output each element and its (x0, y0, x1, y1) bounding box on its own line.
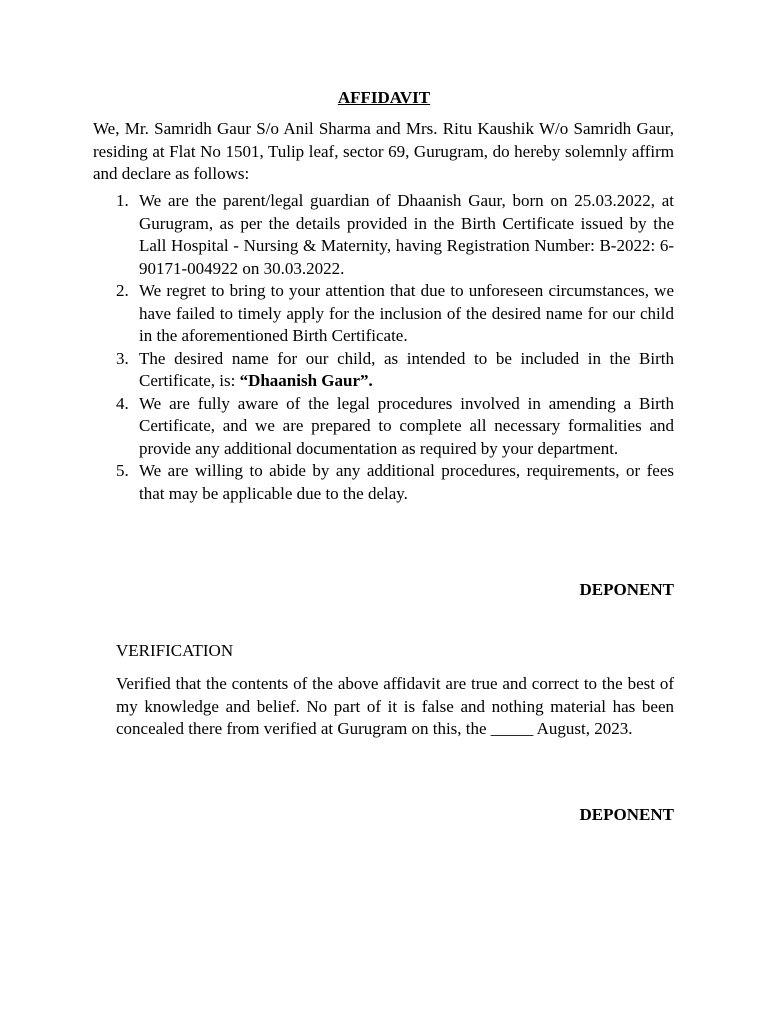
declaration-item (93, 348, 674, 393)
declaration-item (93, 460, 674, 505)
deponent-label-affidavit: DEPONENT (579, 580, 674, 599)
item-number: 3. (116, 348, 129, 368)
document-title: AFFIDAVIT (337, 88, 431, 107)
item-number: 4. (116, 393, 129, 413)
verification-heading: VERIFICATION (116, 641, 234, 660)
deponent-label-verification: DEPONENT (579, 805, 674, 824)
item-number: 2. (116, 281, 129, 300)
item-number: 1. (116, 191, 129, 210)
declaration-item (93, 280, 674, 348)
item-number: 5. (116, 461, 129, 480)
item-text: We regret to bring to your attention that due to unforeseen circumstances, we have failed to timely apply for the inclusion of the desired name for our child in the aforementioned Birth Certificate. (139, 281, 674, 345)
item-text: We are the parent/legal guardian of Dhaanish Gaur, born on 25.03.2022, at Gurugram, as per the details provided in the Birth Certificate issued by the Lall Hospital - Nursing & Maternity, having Registration Number: B-2022: 6-90171-004922 on 30.03.2022. (139, 191, 674, 278)
intro-paragraph: We, Mr. Samridh Gaur S/o Anil Sharma and Mrs. Ritu Kaushik W/o Samridh Gaur, residing at Flat No 1501, Tulip leaf, sector 69, Gurugram, do hereby solemnly affirm and declare as follows: (93, 119, 674, 183)
declaration-list (93, 190, 674, 505)
declaration-item (93, 190, 674, 280)
item-bold-text: “Dhaanish Gaur”. (239, 371, 373, 390)
verification-paragraph: Verified that the contents of the above affidavit are true and correct to the best of my knowledge and belief. No part of it is false and nothing material has been concealed there from verified at Gurugram on this, the _____ August, 2023. (116, 674, 674, 738)
item-text: The desired name for our child, as intended to be included in the Birth Certificate, is: (139, 348, 674, 390)
item-text: We are willing to abide by any additional procedures, requirements, or fees that may be applicable due to the delay. (139, 461, 674, 503)
declaration-item (93, 393, 674, 461)
item-text: We are fully aware of the legal procedures involved in amending a Birth Certificate, and we are prepared to complete all necessary formalities and provide any additional documentation as required by your department. (139, 393, 674, 458)
